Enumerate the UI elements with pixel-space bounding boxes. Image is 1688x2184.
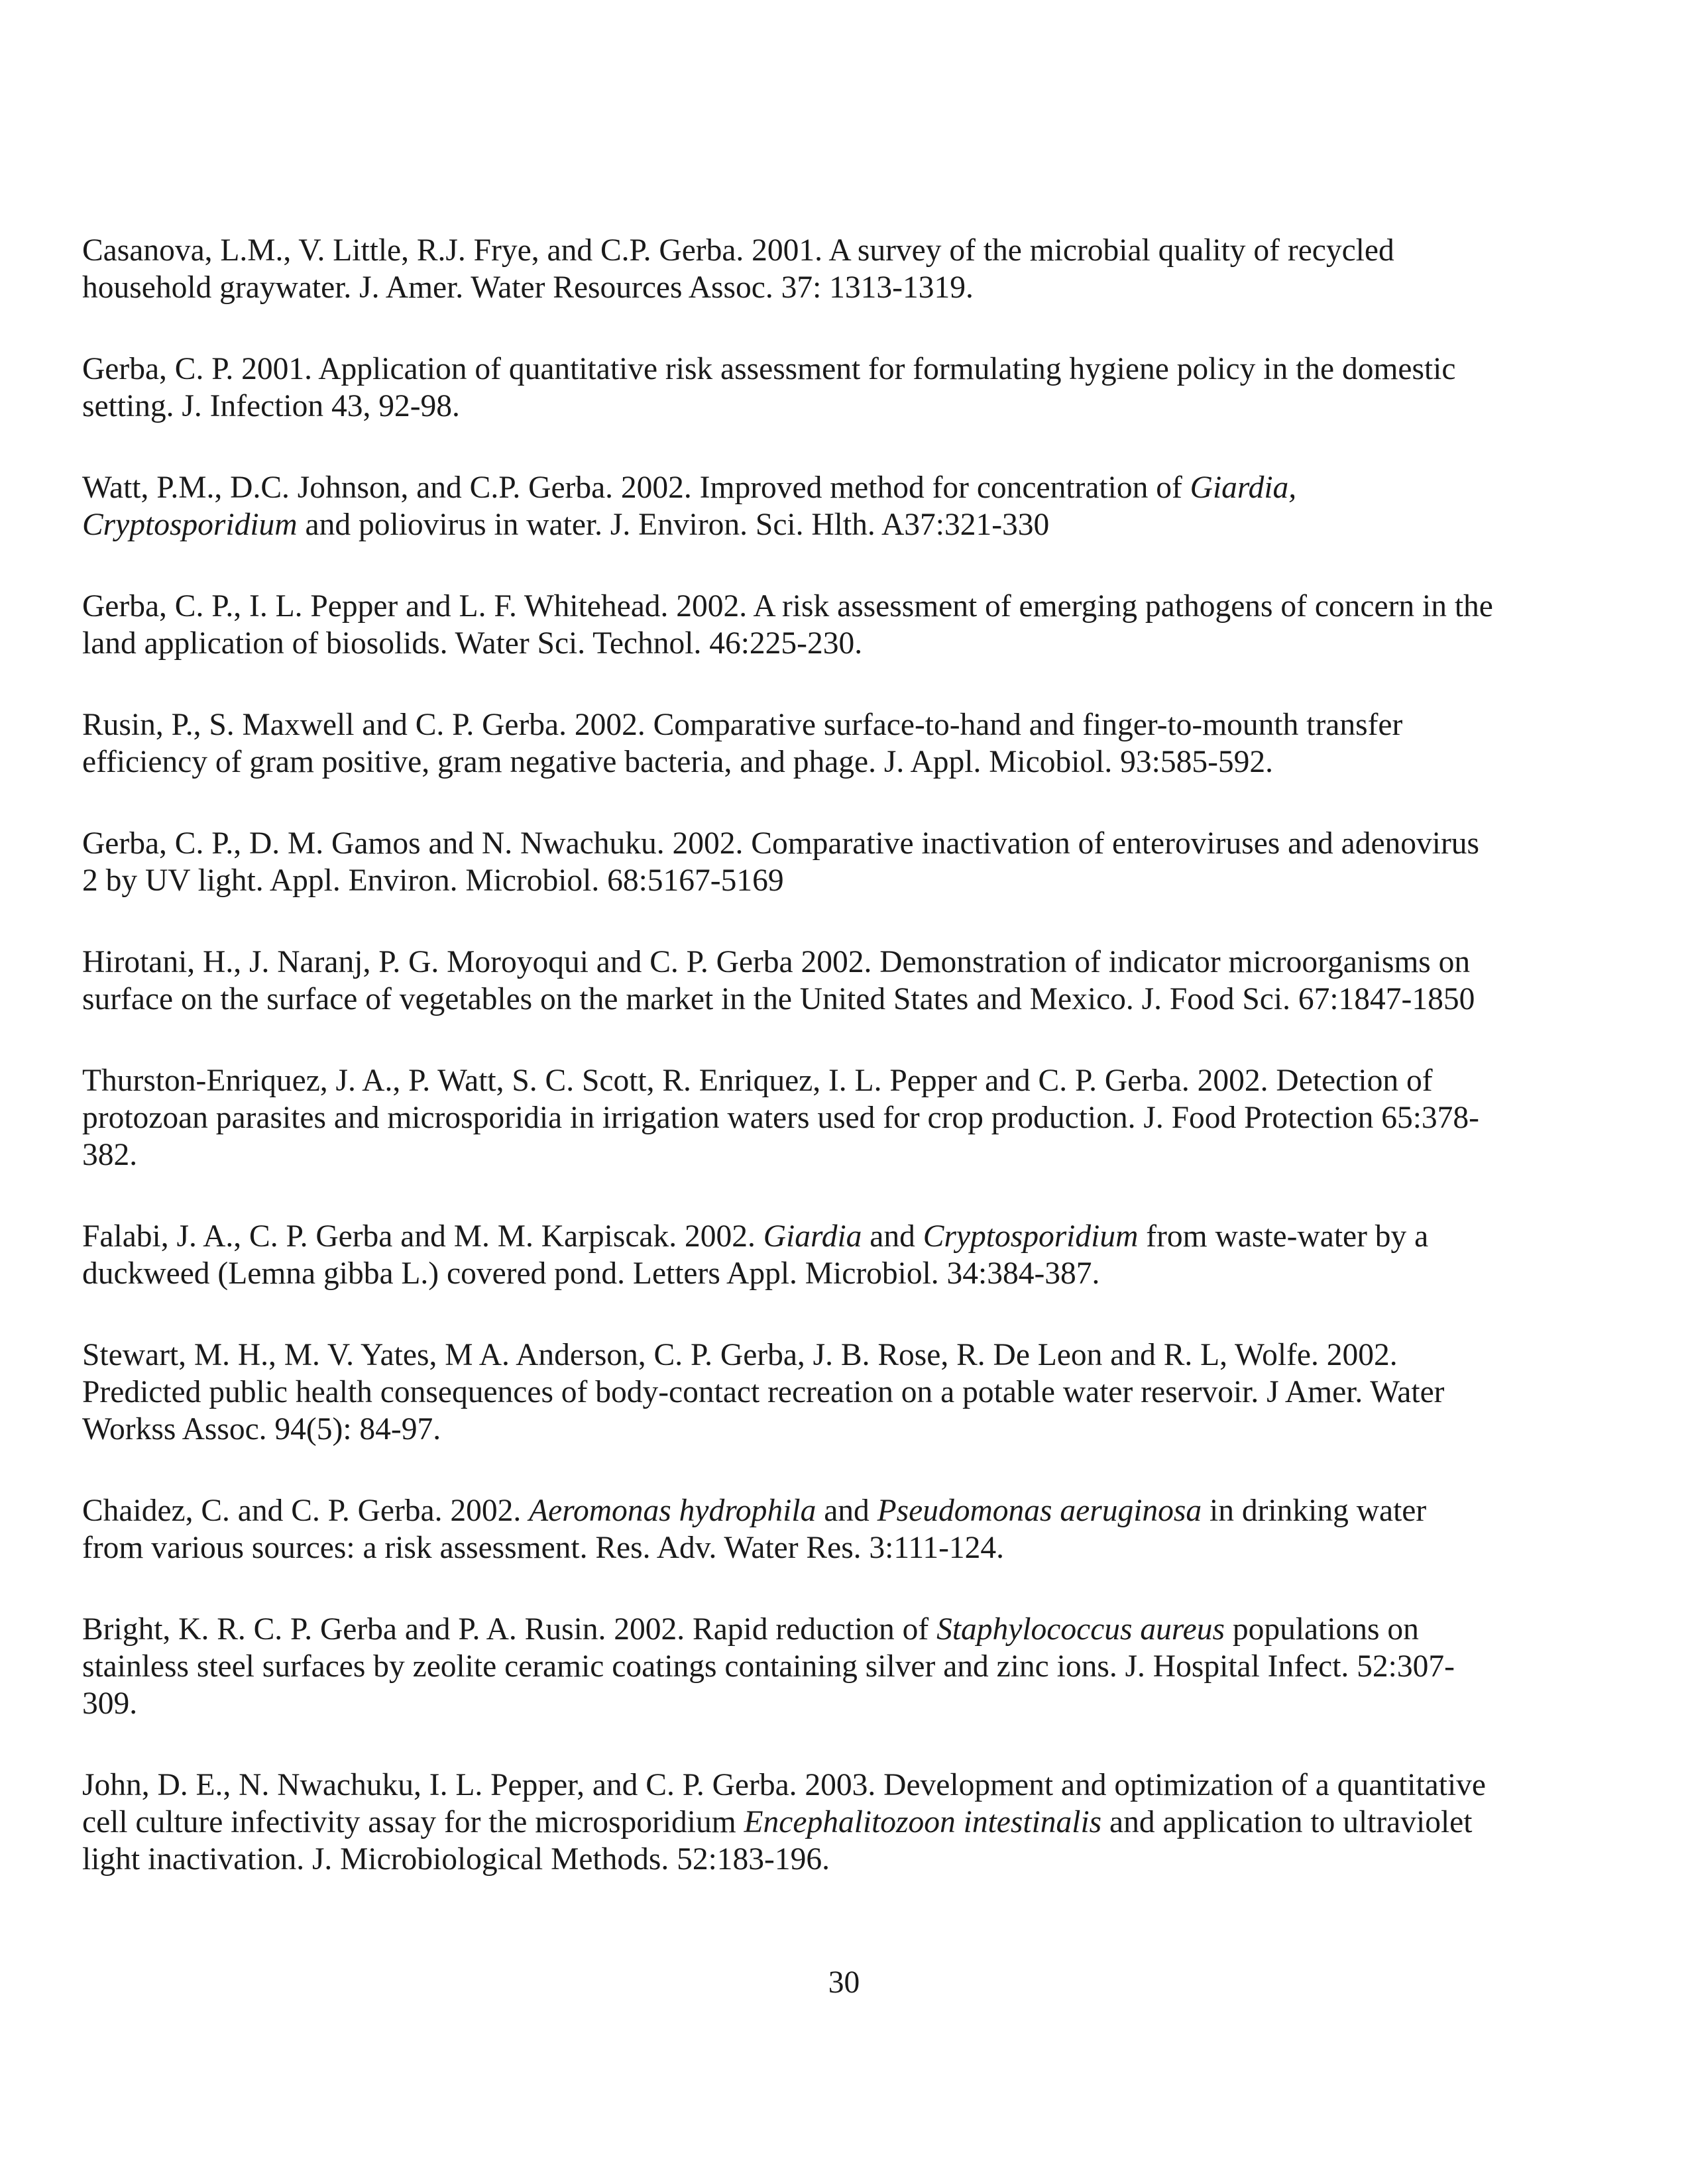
reference-text: 382. <box>82 1138 138 1172</box>
reference-line <box>82 825 1573 862</box>
reference-entry <box>82 1767 1573 1878</box>
reference-text: and <box>816 1494 877 1528</box>
reference-text: duckweed (Lemna gibba L.) covered pond. Letters Appl. Microbiol. 34:384-387. <box>82 1256 1100 1291</box>
reference-line <box>82 625 1573 662</box>
reference-text: land application of biosolids. Water Sci. Technol. 46:225-230. <box>82 626 863 661</box>
reference-entry <box>82 1218 1573 1292</box>
reference-text: John, D. E., N. Nwachuku, I. L. Pepper, and C. P. Gerba. 2003. Development and optimization of a quantitative <box>82 1768 1486 1802</box>
reference-line <box>82 588 1573 625</box>
reference-line <box>82 1767 1573 1804</box>
reference-text: Chaidez, C. and C. P. Gerba. 2002. <box>82 1494 530 1528</box>
reference-line <box>82 1804 1573 1841</box>
reference-text: populations on <box>1224 1612 1419 1647</box>
reference-text: household graywater. J. Amer. Water Resources Assoc. 37: 1313-1319. <box>82 270 974 305</box>
reference-list <box>82 232 1573 1922</box>
reference-text: efficiency of gram positive, gram negative bacteria, and phage. J. Appl. Micobiol. 93:585-592. <box>82 745 1274 779</box>
reference-text: stainless steel surfaces by zeolite ceramic coatings containing silver and zinc ions. J. Hospital Infect. 52:307- <box>82 1649 1455 1684</box>
reference-text: Gerba, C. P., I. L. Pepper and L. F. Whitehead. 2002. A risk assessment of emerging pathogens of concern in the <box>82 589 1493 624</box>
reference-entry <box>82 1492 1573 1566</box>
reference-text: setting. J. Infection 43, 92-98. <box>82 389 460 423</box>
italic-taxon-text: Staphylococcus aureus <box>936 1612 1225 1647</box>
reference-line <box>82 232 1573 269</box>
reference-line <box>82 1255 1573 1292</box>
reference-line <box>82 862 1573 899</box>
reference-entry <box>82 825 1573 899</box>
reference-text: Predicted public health consequences of body-contact recreation on a potable water reservoir. J Amer. Water <box>82 1375 1445 1409</box>
reference-line <box>82 269 1573 306</box>
reference-line <box>82 1062 1573 1099</box>
reference-text: Watt, P.M., D.C. Johnson, and C.P. Gerba. 2002. Improved method for concentration of <box>82 470 1190 505</box>
reference-text: Gerba, C. P. 2001. Application of quantitative risk assessment for formulating hygiene policy in the domestic <box>82 352 1456 386</box>
reference-line <box>82 1611 1573 1648</box>
reference-line <box>82 1136 1573 1174</box>
italic-taxon-text: Giardia, <box>1190 470 1297 505</box>
italic-taxon-text: Encephalitozoon intestinalis <box>744 1805 1102 1839</box>
reference-line <box>82 1529 1573 1566</box>
reference-text: Workss Assoc. 94(5): 84-97. <box>82 1412 441 1447</box>
reference-text: Casanova, L.M., V. Little, R.J. Frye, and C.P. Gerba. 2001. A survey of the microbial quality of recycled <box>82 233 1394 268</box>
reference-line <box>82 743 1573 781</box>
reference-text: surface on the surface of vegetables on the market in the United States and Mexico. J. Food Sci. 67:1847-1850 <box>82 982 1475 1016</box>
reference-entry <box>82 944 1573 1018</box>
reference-text: protozoan parasites and microsporidia in irrigation waters used for crop production. J. Food Protection 65:378- <box>82 1101 1479 1135</box>
reference-line <box>82 506 1573 543</box>
reference-line <box>82 388 1573 425</box>
italic-taxon-text: Aeromonas hydrophila <box>529 1494 816 1528</box>
reference-line <box>82 1411 1573 1448</box>
reference-entry <box>82 706 1573 781</box>
reference-text: Gerba, C. P., D. M. Gamos and N. Nwachuku. 2002. Comparative inactivation of enteroviruses and adenovirus <box>82 826 1480 861</box>
reference-text: in drinking water <box>1202 1494 1427 1528</box>
reference-line <box>82 1648 1573 1685</box>
reference-line <box>82 1374 1573 1411</box>
italic-taxon-text: Giardia <box>763 1219 862 1254</box>
reference-entry <box>82 1611 1573 1722</box>
page-number: 30 <box>828 1965 860 2000</box>
reference-entry <box>82 469 1573 543</box>
reference-text: and <box>862 1219 923 1254</box>
reference-text: Thurston-Enriquez, J. A., P. Watt, S. C. Scott, R. Enriquez, I. L. Pepper and C. P. Gerba. 2002. Detection of <box>82 1064 1433 1098</box>
reference-entry <box>82 351 1573 425</box>
italic-taxon-text: Cryptosporidium <box>82 508 298 542</box>
reference-entry <box>82 232 1573 306</box>
reference-text: and application to ultraviolet <box>1101 1805 1473 1839</box>
reference-line <box>82 1337 1573 1374</box>
reference-text: from waste-water by a <box>1138 1219 1429 1254</box>
reference-text: Falabi, J. A., C. P. Gerba and M. M. Karpiscak. 2002. <box>82 1219 763 1254</box>
italic-taxon-text: Pseudomonas aeruginosa <box>877 1494 1202 1528</box>
reference-line <box>82 1841 1573 1878</box>
reference-line <box>82 1492 1573 1529</box>
reference-line <box>82 706 1573 743</box>
italic-taxon-text: Cryptosporidium <box>923 1219 1139 1254</box>
reference-text: cell culture infectivity assay for the microsporidium <box>82 1805 744 1839</box>
reference-text: Bright, K. R. C. P. Gerba and P. A. Rusin. 2002. Rapid reduction of <box>82 1612 937 1647</box>
reference-line <box>82 351 1573 388</box>
reference-text: and poliovirus in water. J. Environ. Sci. Hlth. A37:321-330 <box>297 508 1050 542</box>
reference-line <box>82 944 1573 981</box>
reference-entry <box>82 1337 1573 1448</box>
reference-line <box>82 981 1573 1018</box>
reference-text: 309. <box>82 1686 138 1721</box>
reference-text: light inactivation. J. Microbiological Methods. 52:183-196. <box>82 1842 830 1877</box>
reference-text: 2 by UV light. Appl. Environ. Microbiol. 68:5167-5169 <box>82 863 784 898</box>
reference-text: Rusin, P., S. Maxwell and C. P. Gerba. 2002. Comparative surface-to-hand and finger-to-mounth transfer <box>82 708 1403 742</box>
reference-line <box>82 1218 1573 1255</box>
reference-line <box>82 469 1573 506</box>
reference-entry <box>82 1062 1573 1174</box>
reference-entry <box>82 588 1573 662</box>
reference-text: Stewart, M. H., M. V. Yates, M A. Anderson, C. P. Gerba, J. B. Rose, R. De Leon and R. L, Wolfe. 2002. <box>82 1338 1398 1372</box>
reference-line <box>82 1099 1573 1136</box>
reference-text: from various sources: a risk assessment. Res. Adv. Water Res. 3:111-124. <box>82 1531 1005 1565</box>
reference-text: Hirotani, H., J. Naranj, P. G. Moroyoqui and C. P. Gerba 2002. Demonstration of indicator microorganisms on <box>82 945 1471 979</box>
reference-line <box>82 1685 1573 1722</box>
